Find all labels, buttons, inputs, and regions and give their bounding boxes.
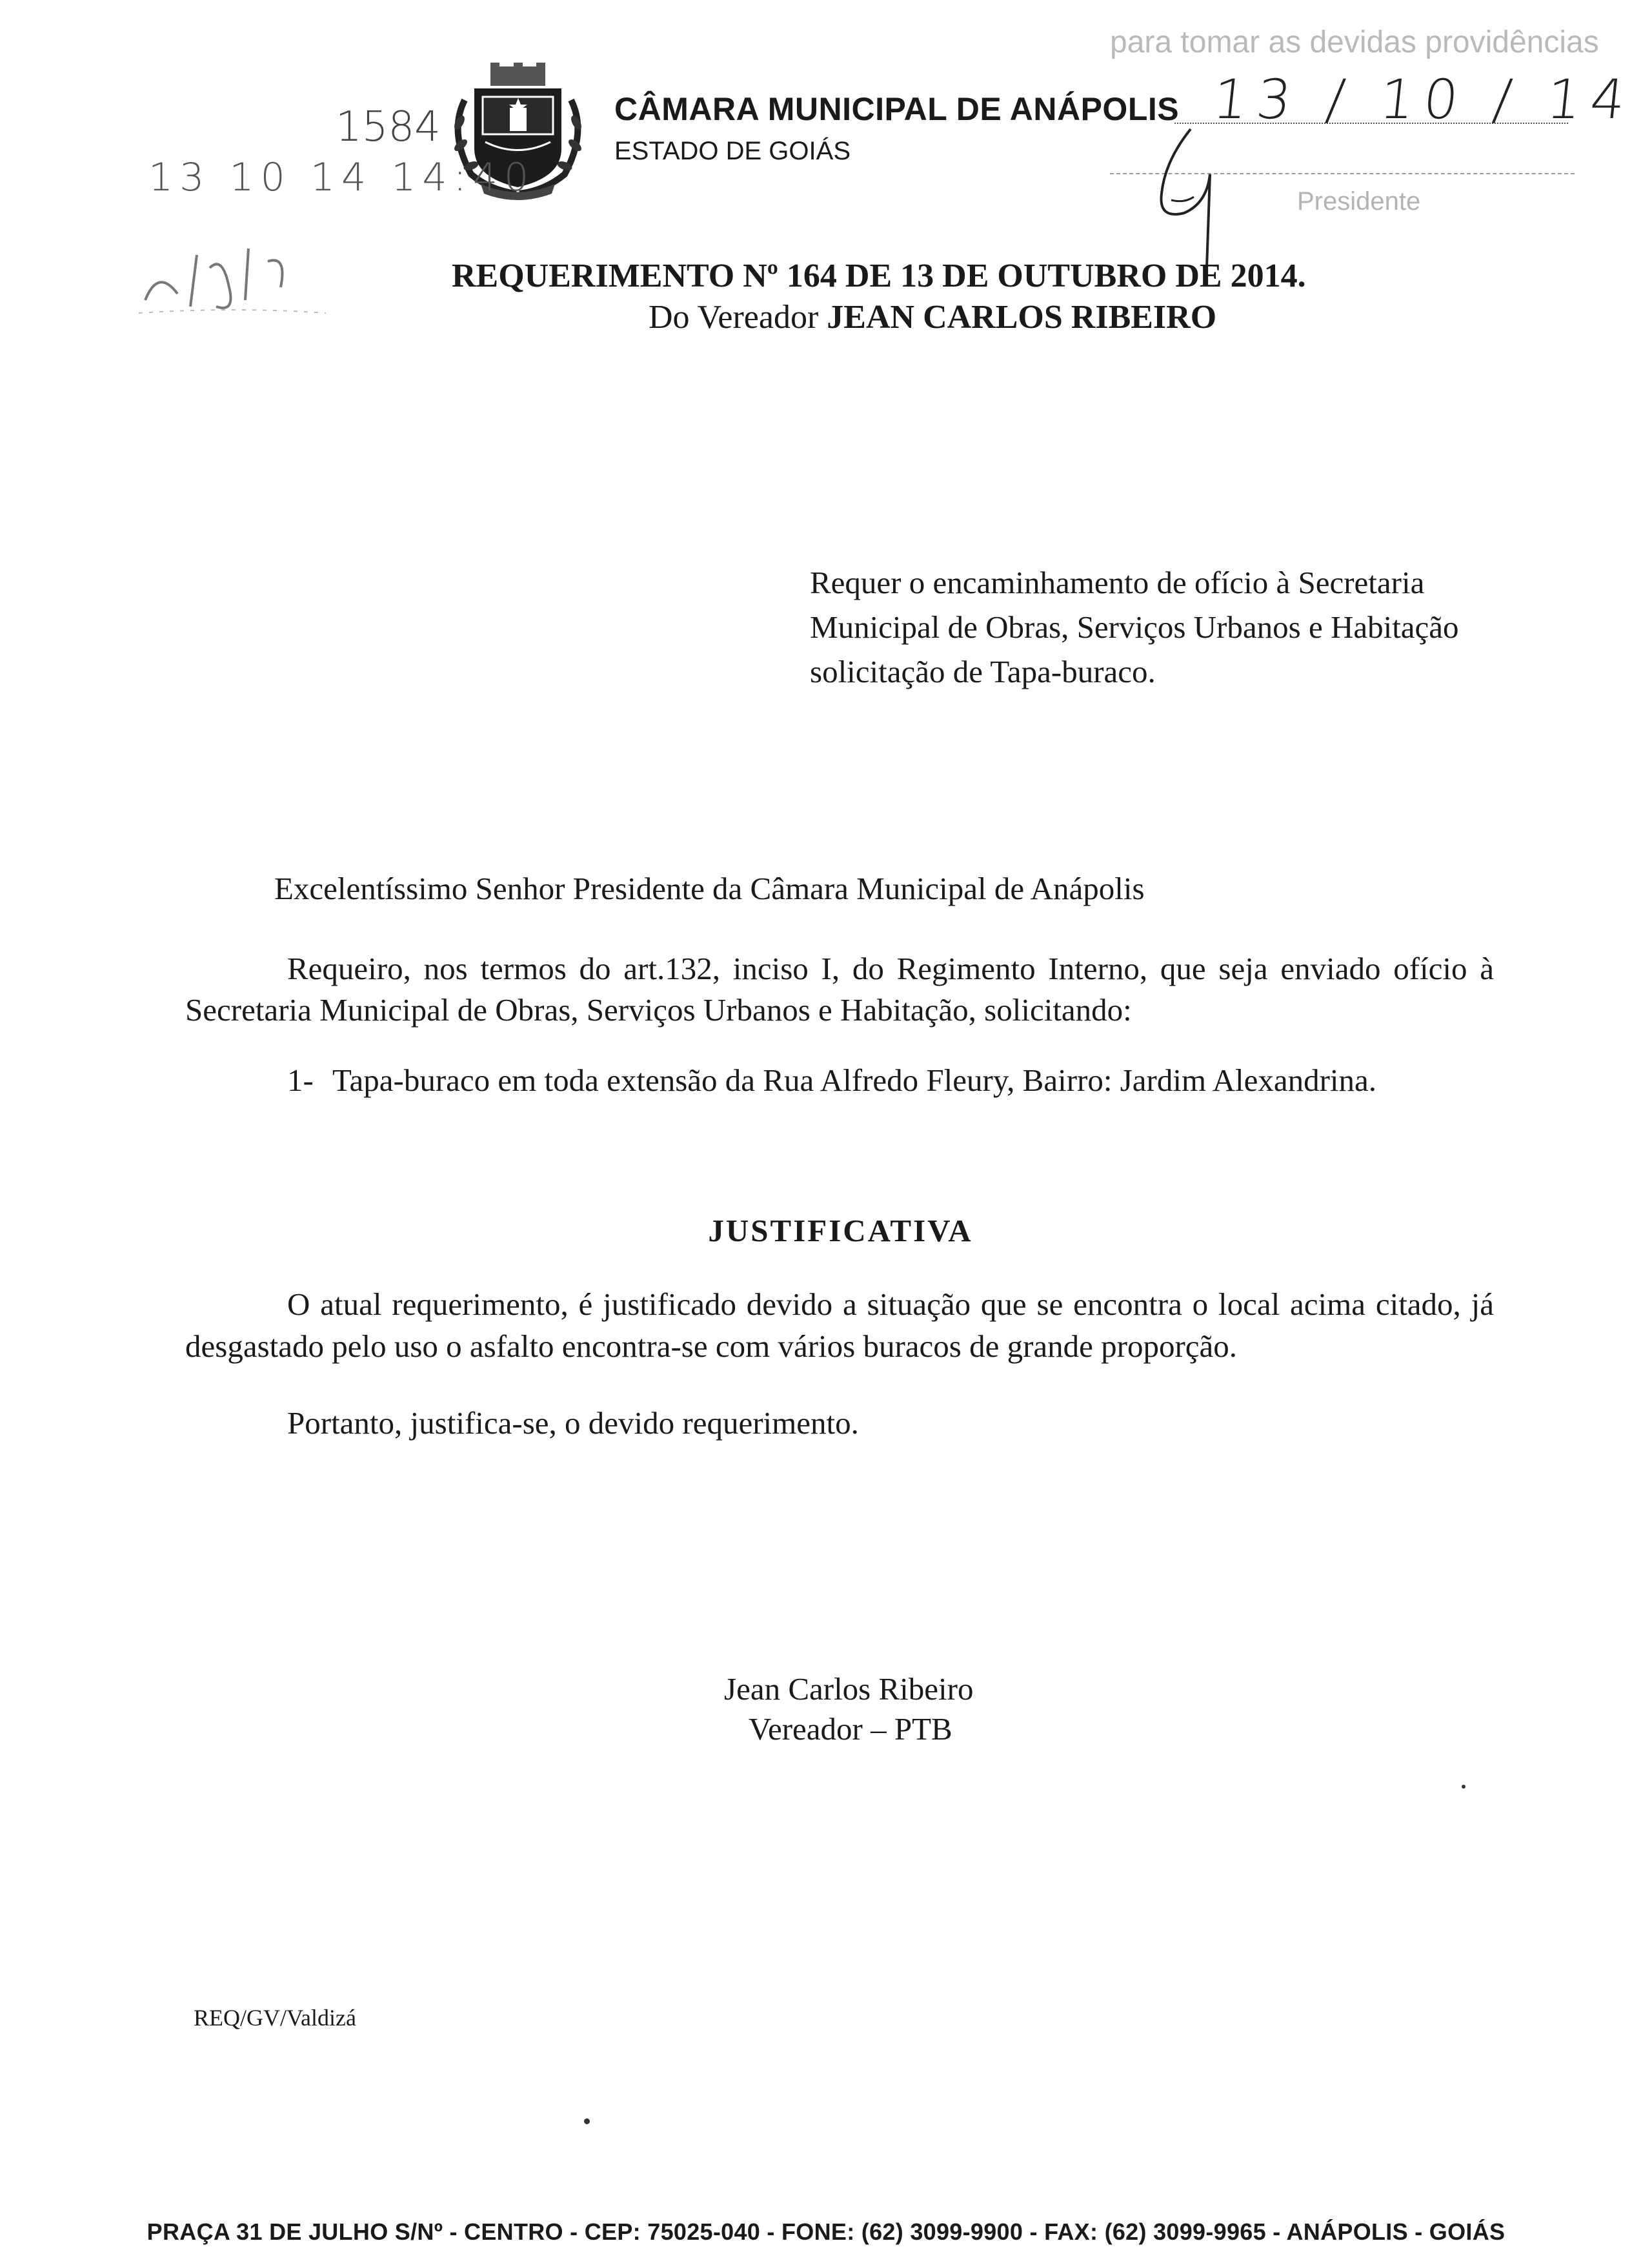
stamp-date: 13 / 10 / 14 — [1209, 68, 1638, 131]
document-title: REQUERIMENTO Nº 164 DE 13 DE OUTUBRO DE 2014. — [452, 258, 1306, 294]
stamp-instruction-text: para tomar as devidas providências — [1110, 25, 1599, 59]
justification-heading: JUSTIFICATIVA — [708, 1213, 973, 1248]
request-item-text: Tapa-buraco em toda extensão da Rua Alfredo Fleury, Bairro: Jardim Alexandrina. — [332, 1062, 1377, 1098]
summary-line: Requer o encaminhamento de ofício à Secretaria — [810, 565, 1425, 600]
council-state: ESTADO DE GOIÁS — [614, 137, 851, 165]
document-author — [649, 298, 1216, 336]
justification-paragraph-line: desgastado pelo uso o asfalto encontra-se com vários buracos de grande proporção. — [185, 1328, 1238, 1364]
justification-paragraph-line: O atual requerimento, é justificado devido a situação que se encontra o local acima citado, já — [287, 1286, 1494, 1322]
request-summary — [810, 560, 1494, 694]
scan-speck — [1462, 1785, 1466, 1789]
council-name: CÂMARA MUNICIPAL DE ANÁPOLIS — [614, 91, 1180, 127]
request-paragraph-line: Secretaria Municipal de Obras, Serviços Urbanos e Habitação, solicitando: — [185, 992, 1132, 1028]
signer-name: Jean Carlos Ribeiro — [724, 1671, 974, 1707]
document-reference: REQ/GV/Valdizá — [194, 2005, 356, 2031]
request-paragraph-line: Requeiro, nos termos do art.132, inciso I, do Regimento Interno, que seja enviado ofício à — [287, 951, 1494, 986]
author-prefix: Do Vereador — [649, 299, 819, 336]
handwritten-signature-mark — [1145, 123, 1236, 271]
author-name: JEAN CARLOS RIBEIRO — [827, 299, 1217, 336]
footer-address: PRAÇA 31 DE JULHO S/Nº - CENTRO - CEP: 75025-040 - FONE: (62) 3099-9900 - FAX: (62) 3099-9965 - ANÁPOLIS - GOIÁS — [146, 2218, 1506, 2245]
signer-role: Vereador – PTB — [749, 1711, 952, 1747]
summary-line: solicitação de Tapa-buraco. — [810, 654, 1156, 689]
margin-protocol-number: 1584 — [336, 103, 441, 151]
margin-protocol-datetime: 13 10 14 14:40 — [148, 155, 536, 200]
closing-sentence: Portanto, justifica-se, o devido requerimento. — [287, 1405, 859, 1441]
margin-scribble-mark — [139, 229, 332, 320]
salutation: Excelentíssimo Senhor Presidente da Câmara Municipal de Anápolis — [274, 871, 1145, 906]
request-item-number: 1- — [287, 1062, 314, 1098]
stamp-role-label: Presidente — [1297, 187, 1421, 216]
scan-speck — [584, 2118, 590, 2124]
summary-line: Municipal de Obras, Serviços Urbanos e Habitação — [810, 609, 1459, 645]
